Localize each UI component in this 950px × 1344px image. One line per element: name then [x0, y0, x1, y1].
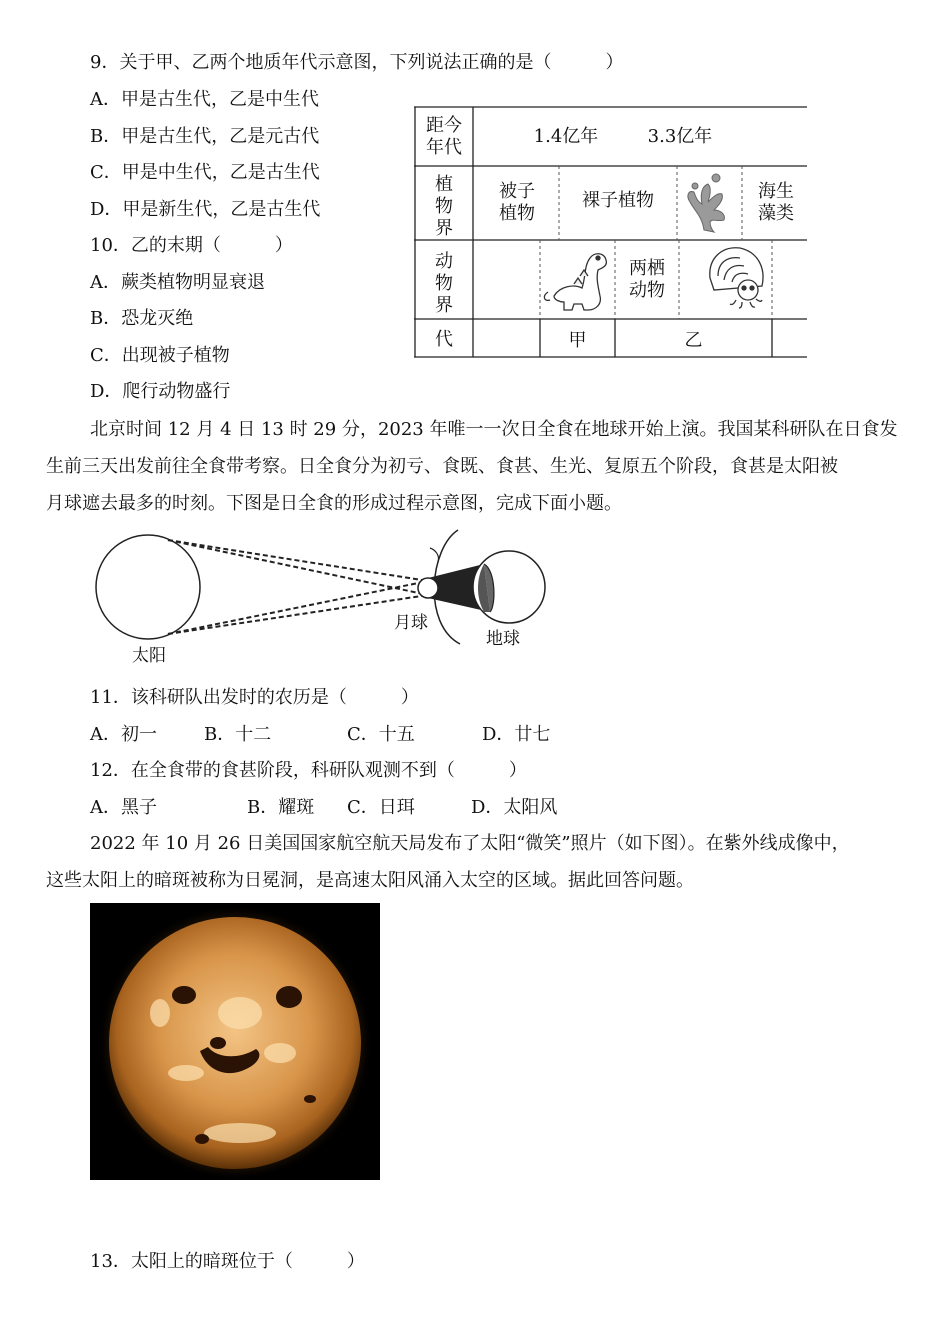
- geologic-era-table: [414, 106, 807, 358]
- table-era-label: 代: [435, 329, 453, 350]
- q10-option-a: A．蕨类植物明显衰退: [90, 272, 265, 293]
- table-animal-label: 动 物 界: [435, 251, 453, 316]
- q10-option-c: C．出现被子植物: [90, 345, 230, 366]
- q9-option-a: A．甲是古生代，乙是中生代: [90, 89, 319, 110]
- table-time-1: 1.4亿年: [533, 126, 599, 147]
- sun-label: 太阳: [132, 646, 166, 666]
- q12-option-c: C．日珥: [347, 797, 415, 818]
- q12-option-d: D．太阳风: [471, 797, 558, 818]
- table-plant-gymnosperm: 裸子植物: [582, 190, 654, 211]
- table-time-2: 3.3亿年: [647, 126, 713, 147]
- q11-option-c: C．十五: [347, 724, 415, 745]
- table-era-jia: 甲: [568, 330, 587, 351]
- table-plant-label: 植 物 界: [435, 174, 453, 239]
- q11-option-a: A．初一: [90, 724, 157, 745]
- table-plant-algae: 海生 藻类: [758, 181, 794, 224]
- q12-stem: 12．在全食带的食甚阶段，科研队观测不到（ ）: [90, 760, 527, 781]
- q11-option-b: B．十二: [204, 724, 272, 745]
- q9-option-b: B．甲是古生代，乙是元古代: [90, 126, 320, 147]
- table-animal-amphibian: 两栖 动物: [629, 258, 665, 301]
- seaweed-icon: [688, 174, 724, 232]
- q13-stem: 13．太阳上的暗斑位于（ ）: [90, 1251, 365, 1272]
- q9-stem: 9．关于甲、乙两个地质年代示意图，下列说法正确的是（ ）: [90, 52, 624, 73]
- sun-smile-photo: [90, 903, 380, 1180]
- table-grid: [414, 106, 807, 358]
- q12-option-b: B．耀斑: [247, 797, 315, 818]
- passage1-line3: 月球遮去最多的时刻。下图是日全食的形成过程示意图，完成下面小题。: [46, 493, 622, 514]
- sun-circle: [96, 535, 200, 639]
- q10-stem: 10．乙的末期（ ）: [90, 235, 293, 256]
- table-time-label-text: 距今 年代: [426, 115, 462, 158]
- q9-option-d: D．甲是新生代，乙是古生代: [90, 199, 321, 220]
- solar-eclipse-diagram: [92, 528, 552, 668]
- passage1-line2: 生前三天出发前往全食带考察。日全食分为初亏、食既、食甚、生光、复原五个阶段，食甚是太阳被: [46, 456, 838, 477]
- q10-option-d: D．爬行动物盛行: [90, 381, 231, 402]
- q10-option-b: B．恐龙灭绝: [90, 308, 194, 329]
- earth-label: 地球: [486, 629, 520, 649]
- moon-label: 月球: [394, 613, 428, 633]
- table-era-yi: 乙: [684, 330, 703, 351]
- q11-stem: 11．该科研队出发时的农历是（ ）: [90, 687, 419, 708]
- q9-option-c: C．甲是中生代，乙是古生代: [90, 162, 320, 183]
- q12-option-a: A．黑子: [90, 797, 157, 818]
- table-time-label: [420, 115, 468, 159]
- passage1-line1: 北京时间 12 月 4 日 13 时 29 分，2023 年唯一一次日全食在地球开始上演。我国某科研队在日食发: [90, 419, 898, 440]
- passage2-line1: 2022 年 10 月 26 日美国国家航空航天局发布了太阳“微笑”照片（如下图）。在紫外线成像中，: [90, 833, 850, 854]
- q11-option-d: D．廿七: [482, 724, 551, 745]
- sun-photo-drawing: [90, 903, 380, 1180]
- moon-circle: [418, 578, 438, 598]
- passage2-line2: 这些太阳上的暗斑被称为日冕洞，是高速太阳风涌入太空的区域。据此回答问题。: [46, 870, 694, 891]
- dinosaur-icon: [544, 254, 606, 310]
- table-plant-angiosperm: 被子 植物: [499, 181, 535, 224]
- ammonite-icon: [710, 248, 763, 308]
